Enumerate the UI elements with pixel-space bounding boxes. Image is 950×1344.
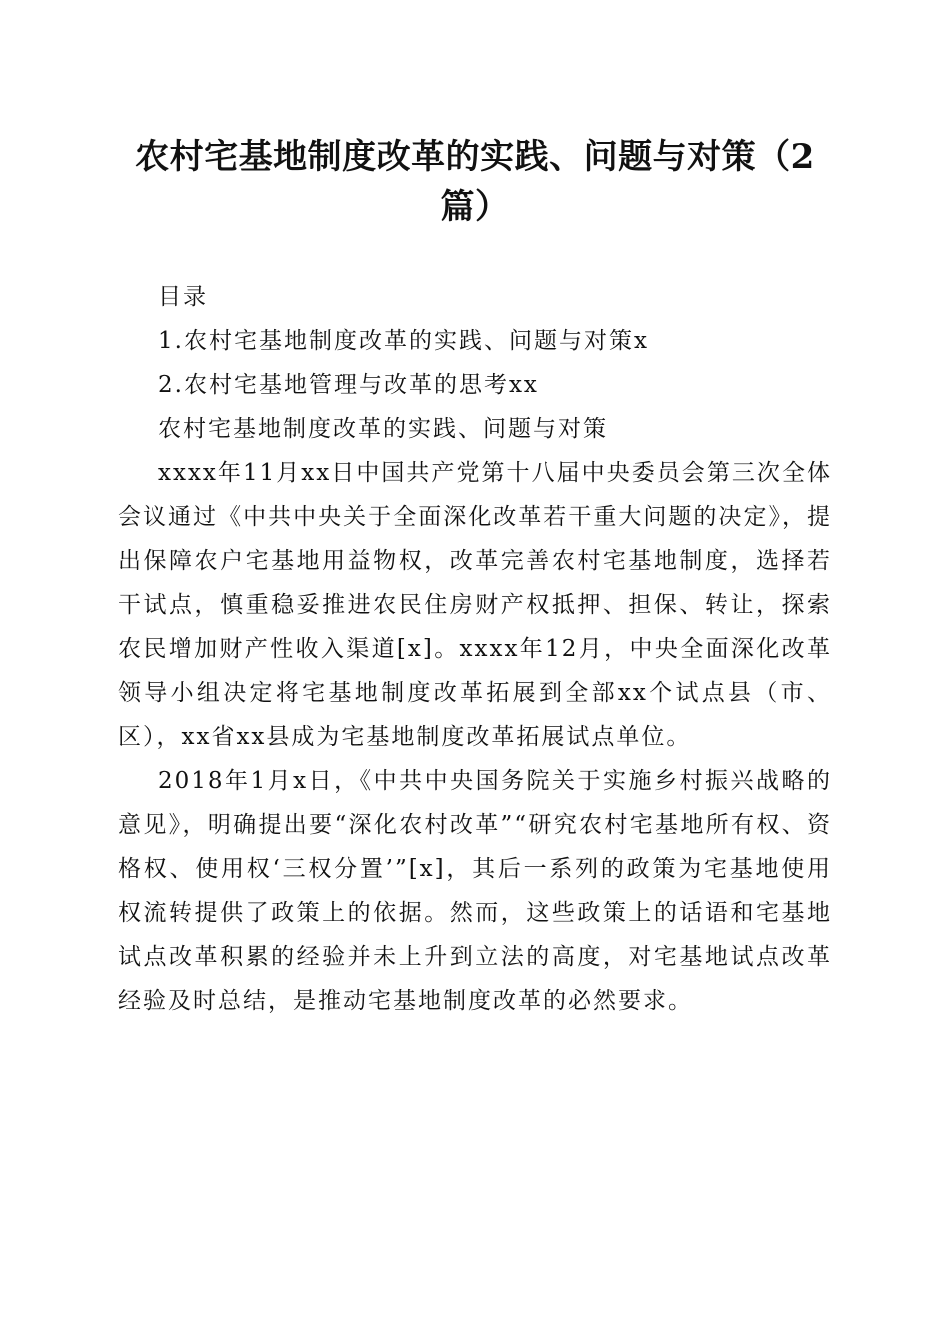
body-paragraph: xxxx年11月xx日中国共产党第十八届中央委员会第三次全体会议通过《中共中央关于全面深化改革若干重大问题的决定》，提出保障农户宅基地用益物权，改革完善农村宅基地制度，选择若干试点，慎重稳妥推进农民住房财产权抵押、担保、转让，探索农民增加财产性收入渠道[x]。xxxx年12月，中央全面深化改革领导小组决定将宅基地制度改革拓展到全部xx个试点县（市、区），xx省xx县成为宅基地制度改革拓展试点单位。 <box>118 460 832 750</box>
document-body <box>118 275 832 1023</box>
section-title: 农村宅基地制度改革的实践、问题与对策 <box>158 416 608 442</box>
body-paragraph: 2018年1月x日，《中共中央国务院关于实施乡村振兴战略的意见》，明确提出要“深化农村改革”“研究农村宅基地所有权、资格权、使用权‘三权分置’”[x]，其后一系列的政策为宅基地使用权流转提供了政策上的依据。然而，这些政策上的话语和宅基地试点改革积累的经验并未上升到立法的高度，对宅基地试点改革经验及时总结，是推动宅基地制度改革的必然要求。 <box>118 768 832 1014</box>
document-title: 农村宅基地制度改革的实践、问题与对策（2篇） <box>135 137 815 227</box>
toc-item: 1.农村宅基地制度改革的实践、问题与对策x <box>158 328 649 354</box>
toc-item: 2.农村宅基地管理与改革的思考xx <box>158 372 539 398</box>
toc-heading: 目录 <box>158 284 208 310</box>
